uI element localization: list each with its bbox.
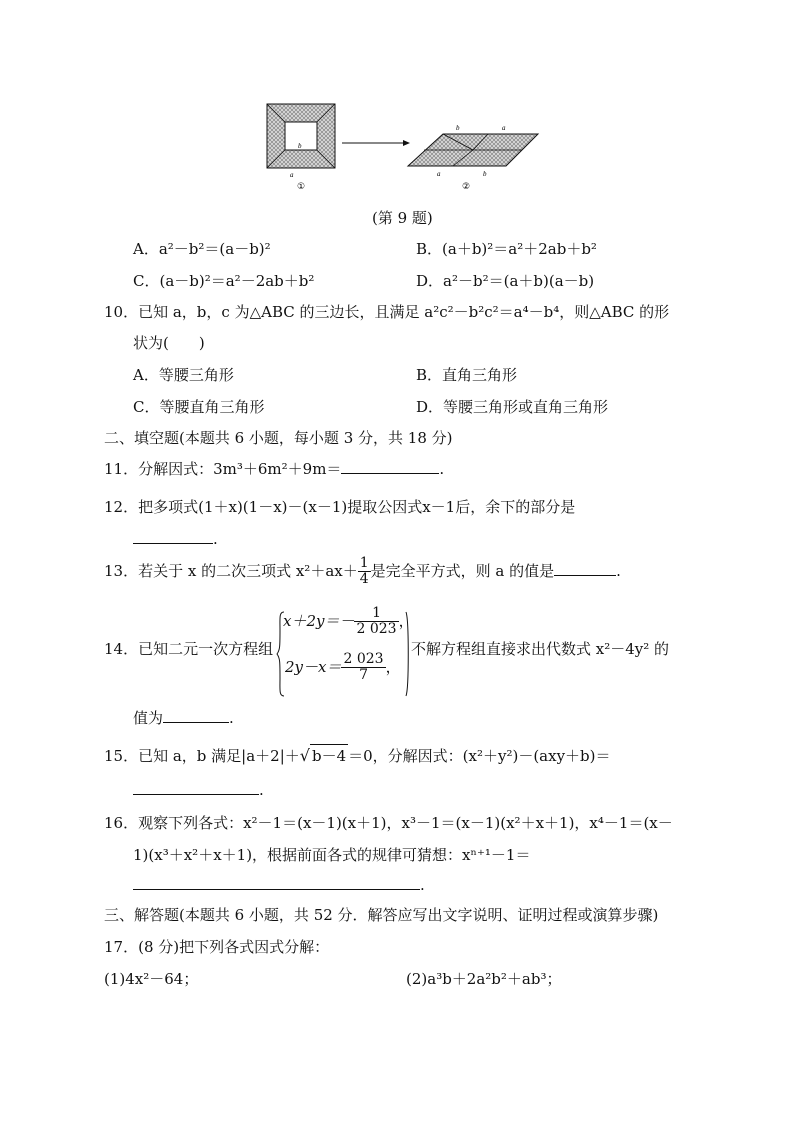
q14-eq1-fraction bbox=[354, 606, 398, 638]
q14-suffix: 不解方程组直接求出代数式 x²－4y² 的 bbox=[411, 640, 670, 658]
q10-option-c: C．等腰直角三角形 bbox=[133, 398, 265, 416]
question-9-figure bbox=[262, 100, 552, 200]
figure-caption: (第 9 题) bbox=[372, 209, 433, 227]
q10-stem-line2: 状为( ) bbox=[133, 334, 205, 352]
q14-eq2-fraction bbox=[341, 652, 385, 684]
q11-end: . bbox=[439, 460, 445, 478]
q16-answer-blank bbox=[133, 875, 420, 890]
fig2-number: ② bbox=[462, 182, 471, 192]
fig2-label-a-top: a bbox=[502, 124, 506, 132]
fig1-label-b: b bbox=[298, 142, 302, 150]
q10-option-a: A．等腰三角形 bbox=[133, 366, 234, 384]
fig1-number: ① bbox=[297, 182, 306, 192]
fig2-label-a-bottom: a bbox=[437, 170, 441, 178]
q15-text-before: 15．已知 a，b 满足|a＋2|＋ bbox=[104, 747, 300, 765]
q13-fraction-denominator: 4 bbox=[359, 571, 369, 588]
q9-option-d: D．a²－b²＝(a＋b)(a－b) bbox=[416, 272, 595, 290]
q13 bbox=[104, 556, 621, 588]
q13-end: . bbox=[616, 561, 621, 580]
q14-eq2-numerator: 2 023 bbox=[343, 651, 384, 667]
q12-text: 12．把多项式(1＋x)(1－x)－(x－1)提取公因式x－1后，余下的部分是 bbox=[104, 498, 576, 516]
q13-fraction-numerator: 1 bbox=[359, 555, 369, 571]
figure-1-square bbox=[267, 104, 335, 168]
q13-text-after: 是完全平方式，则 a 的值是 bbox=[370, 561, 555, 580]
q14-equation-2 bbox=[285, 652, 401, 684]
section-3-heading: 三、解答题(本题共 6 小题，共 52 分．解答应写出文字说明、证明过程或演算步骤) bbox=[104, 906, 659, 924]
q12-end: . bbox=[213, 530, 218, 548]
q14-answer-blank bbox=[163, 708, 229, 723]
q13-answer-blank bbox=[554, 561, 616, 576]
q14-prefix: 14．已知二元一次方程组 bbox=[104, 640, 274, 658]
q12-answer-blank bbox=[133, 529, 213, 544]
q14-eq2-end: ， bbox=[385, 657, 401, 676]
q17-part-1: (1)4x²－64； bbox=[104, 970, 199, 988]
q15: 15．已知 a，b 满足|a＋2|＋√ b－4 ＝0，分解因式：(x²＋y²)－(axy＋b)＝ bbox=[104, 746, 611, 765]
q15-answer-line bbox=[133, 780, 264, 799]
q14-eq1-numerator: 1 bbox=[354, 606, 398, 622]
q14-equation-1 bbox=[283, 606, 414, 638]
q14-eq1-left: x＋2y＝－ bbox=[283, 611, 355, 630]
q14-line2-text: 值为 bbox=[133, 709, 164, 727]
q10-option-b: B．直角三角形 bbox=[416, 366, 518, 384]
q14-eq2-left: 2y－x＝ bbox=[285, 657, 342, 676]
q13-fraction bbox=[358, 556, 371, 588]
q15-text-after: ＝0，分解因式：(x²＋y²)－(axy＋b)＝ bbox=[348, 747, 611, 765]
q17-title: 17．(8 分)把下列各式因式分解： bbox=[104, 938, 330, 956]
q15-end: . bbox=[259, 781, 264, 799]
q13-text-before: 13．若关于 x 的二次三项式 x²＋ax＋ bbox=[104, 561, 358, 580]
arrow-icon bbox=[342, 140, 410, 146]
fig2-label-b-top: b bbox=[456, 124, 460, 132]
q10-stem-line1: 10．已知 a，b，c 为△ABC 的三边长，且满足 a²c²－b²c²＝a⁴－b⁴，则△ABC 的形 bbox=[104, 303, 670, 321]
q17-part-2: (2)a³b＋2a²b²＋ab³； bbox=[406, 970, 562, 988]
q15-answer-blank bbox=[133, 780, 259, 795]
q11-text: 11．分解因式：3m³＋6m²＋9m＝ bbox=[104, 460, 342, 478]
q10-option-d: D．等腰三角形或直角三角形 bbox=[416, 398, 609, 416]
figure-2-parallelogram bbox=[408, 134, 538, 166]
q11 bbox=[104, 458, 444, 479]
q14-line2 bbox=[133, 707, 234, 728]
q15-sqrt: b－4 bbox=[310, 744, 348, 766]
q12-answer-line bbox=[133, 529, 218, 548]
q16-end: . bbox=[420, 876, 425, 894]
q11-answer-blank bbox=[341, 459, 439, 474]
q14-eq2-denominator: 7 bbox=[359, 667, 368, 684]
q16-line2: 1)(x³＋x²＋x＋1)，根据前面各式的规律可猜想：xⁿ⁺¹－1＝ bbox=[133, 846, 531, 864]
fig1-label-a: a bbox=[290, 171, 294, 179]
q14-eq1-end: ， bbox=[398, 611, 414, 630]
q16-line1: 16．观察下列各式：x²－1＝(x－1)(x＋1)，x³－1＝(x－1)(x²＋x＋1)，x⁴－1＝(x－ bbox=[104, 814, 673, 832]
q9-option-c: C．(a－b)²＝a²－2ab＋b² bbox=[133, 272, 315, 290]
q9-option-b: B．(a＋b)²＝a²＋2ab＋b² bbox=[416, 240, 597, 258]
q14-eq1-denominator: 2 023 bbox=[356, 621, 397, 638]
square-to-parallelogram-diagram bbox=[262, 100, 552, 200]
q16-answer-line bbox=[133, 875, 425, 894]
q14-end: . bbox=[229, 709, 234, 727]
q9-option-a: A．a²－b²＝(a－b)² bbox=[133, 240, 271, 258]
fig2-label-b-bottom: b bbox=[483, 170, 487, 178]
section-2-heading: 二、填空题(本题共 6 小题，每小题 3 分，共 18 分) bbox=[104, 429, 453, 447]
